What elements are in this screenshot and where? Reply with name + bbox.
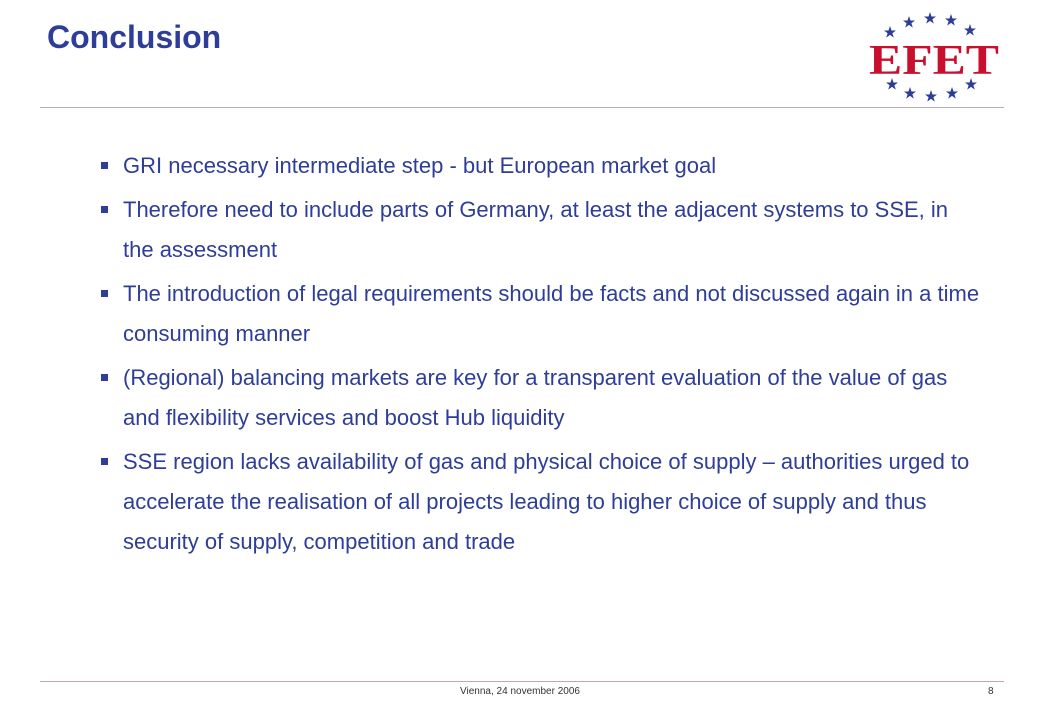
footer-location-date: Vienna, 24 november 2006 [460,686,580,697]
bullet-text: GRI necessary intermediate step - but European market goal [123,153,717,178]
list-item [101,442,981,562]
bullet-list [101,146,981,566]
list-item [101,190,981,270]
efet-logo [864,10,1014,106]
list-item [101,274,981,354]
square-bullet-icon [101,162,108,169]
bullet-text: SSE region lacks availability of gas and physical choice of supply – authorities urged to accelerate the realisation of all projects leading to higher choice of supply and thus security of supply, competition and trade [123,449,970,554]
slide-title: Conclusion [47,19,222,55]
square-bullet-icon [101,374,108,381]
footer-divider [40,681,1004,682]
title-divider [40,107,1004,108]
square-bullet-icon [101,206,108,213]
bullet-text: The introduction of legal requirements should be facts and not discussed again in a time consuming manner [123,281,980,346]
bullet-text: (Regional) balancing markets are key for a transparent evaluation of the value of gas and flexibility services and boost Hub liquidity [123,365,948,430]
page-number: 8 [988,686,994,697]
bullet-text: Therefore need to include parts of Germany, at least the adjacent systems to SSE, in the assessment [123,197,949,262]
logo-text: EFET [869,38,999,84]
list-item [101,146,981,186]
square-bullet-icon [101,458,108,465]
square-bullet-icon [101,290,108,297]
list-item [101,358,981,438]
